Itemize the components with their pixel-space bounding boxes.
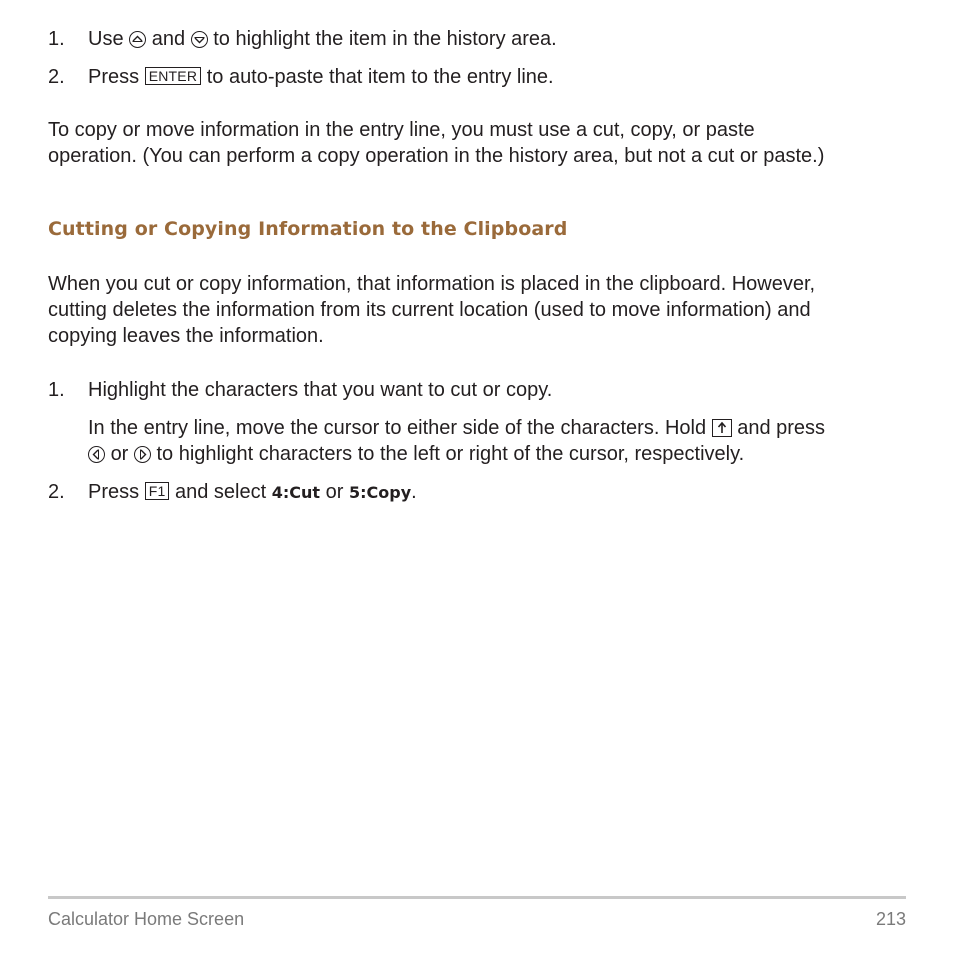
enter-key-icon: ENTER: [145, 67, 201, 85]
step-number: 1.: [48, 379, 65, 401]
page-number: 213: [875, 909, 906, 929]
paragraph-clipboard-line-1: When you cut or copy information, that information is placed in the clipboard. However,: [48, 273, 816, 295]
paragraph-clipboard-line-2: cutting deletes the information from its current location (used to move information) and: [48, 299, 811, 321]
menu-option-copy: 5:Copy: [348, 483, 412, 502]
paragraph-copy-move-line-1: To copy or move information in the entry line, you must use a cut, copy, or paste: [48, 119, 755, 141]
up-arrow-key-icon: [129, 31, 146, 48]
shift-key-icon: [712, 419, 732, 437]
down-arrow-key-icon: [191, 31, 208, 48]
right-arrow-key-icon: [134, 446, 151, 463]
step-number: 2.: [48, 66, 65, 88]
footer-title: Calculator Home Screen: [48, 909, 245, 929]
step-number: 1.: [48, 28, 65, 50]
step-number: 2.: [48, 481, 65, 503]
paragraph-clipboard-line-3: copying leaves the information.: [48, 325, 324, 347]
f1-key-icon: F1: [145, 482, 170, 500]
step-1-detail-line-2: or to highlight characters to the left or right of the cursor, respectively.: [88, 441, 744, 467]
left-arrow-key-icon: [88, 446, 105, 463]
section-heading: Cutting or Copying Information to the Clipboard: [48, 218, 568, 240]
menu-option-cut: 4:Cut: [271, 483, 321, 502]
footer-divider: [48, 896, 906, 899]
step-1-detail-line-1: In the entry line, move the cursor to either side of the characters. Hold and press: [88, 417, 826, 439]
paragraph-copy-move-line-2: operation. (You can perform a copy operation in the history area, but not a cut or paste.): [48, 145, 825, 167]
